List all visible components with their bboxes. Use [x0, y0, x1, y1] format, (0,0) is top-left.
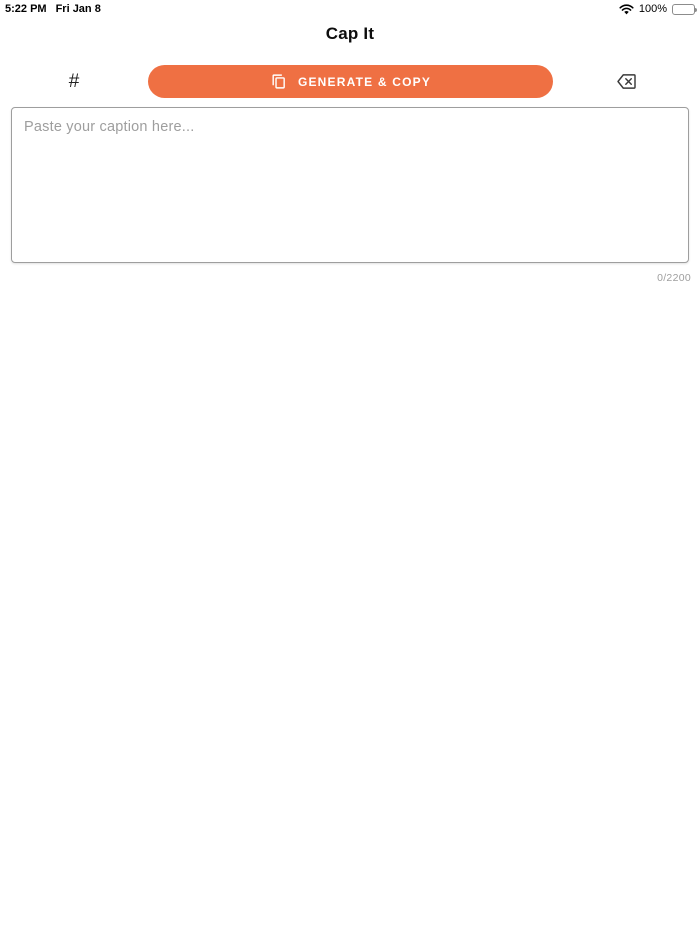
caption-input-wrap	[11, 107, 689, 268]
backspace-icon	[616, 73, 637, 90]
battery-percent: 100%	[638, 3, 667, 15]
battery-nub	[695, 8, 697, 12]
backspace-zone	[553, 69, 700, 94]
caption-input[interactable]	[11, 107, 689, 263]
status-time: 5:22 PM	[5, 3, 47, 15]
wifi-icon	[619, 4, 634, 15]
status-bar	[0, 0, 700, 16]
copy-icon	[270, 72, 287, 91]
char-counter: 0/2200	[657, 272, 691, 284]
hashtag-icon: #	[68, 71, 80, 92]
page-title: Cap It	[325, 24, 375, 43]
status-date: Fri Jan 8	[55, 3, 101, 15]
generate-copy-button[interactable]	[148, 65, 553, 98]
toolbar	[0, 65, 700, 98]
hashtag-zone	[0, 68, 148, 95]
backspace-button[interactable]	[612, 69, 641, 94]
hashtag-button[interactable]	[65, 68, 84, 95]
status-right	[619, 3, 695, 15]
battery-icon	[672, 4, 695, 15]
status-left	[5, 3, 101, 15]
generate-copy-label: GENERATE & COPY	[297, 74, 432, 89]
